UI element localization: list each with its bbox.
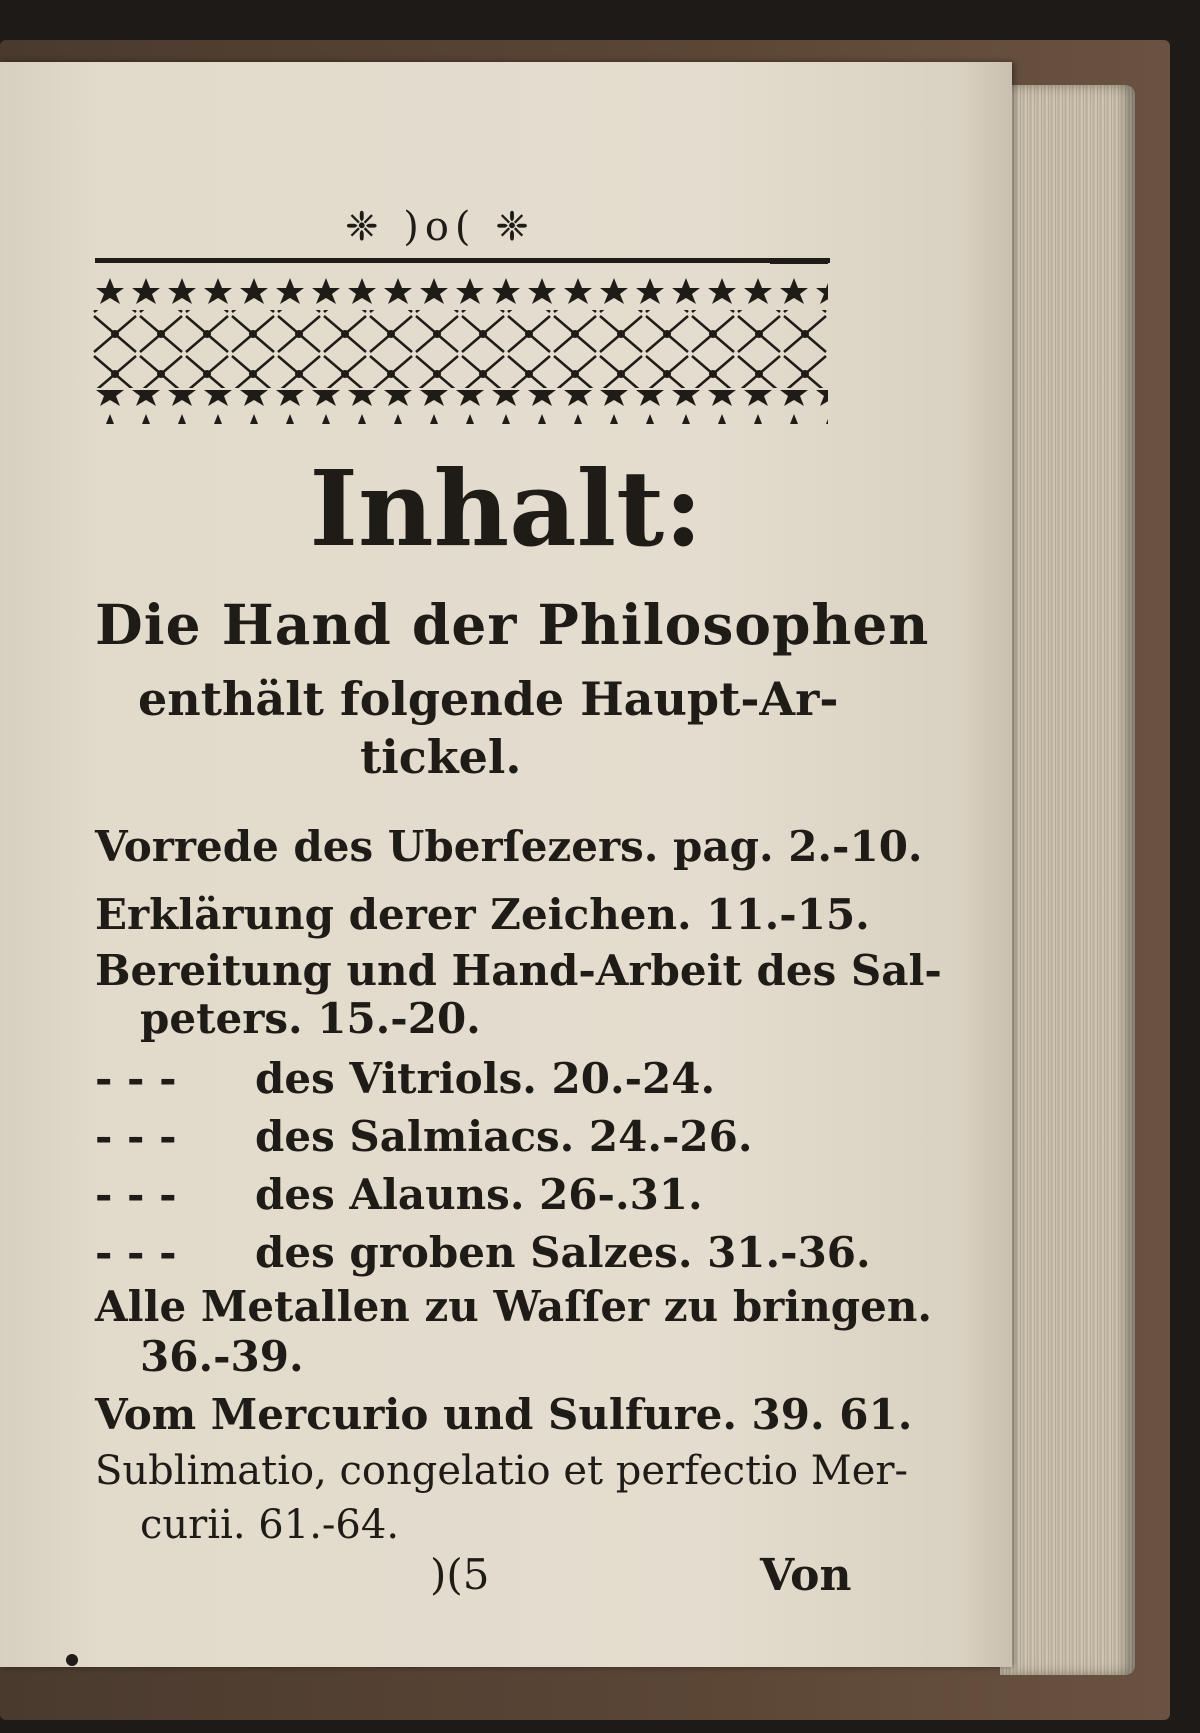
page-header-ornament: ❈ )o( ❈ xyxy=(345,204,535,250)
toc-entry-text: des Alauns. 26-.31. xyxy=(255,1170,703,1219)
toc-entry: Vom Mercurio und Sulfure. 39. 61. xyxy=(95,1390,913,1439)
header-rule-short xyxy=(770,262,828,264)
toc-entry: Alle Metallen zu Waſſer zu bringen. xyxy=(95,1282,933,1331)
toc-entry-text: des Vitriols. 20.-24. xyxy=(255,1054,716,1103)
ditto-dashes: - - - xyxy=(95,1112,177,1161)
page-edges xyxy=(1000,85,1135,1675)
toc-entry: Sublimatio, congelatio et perfectio Mer- xyxy=(95,1448,909,1494)
subtitle-line-2: enthält folgende Haupt-Ar- xyxy=(138,672,839,726)
toc-entry-continuation: 36.-39. xyxy=(140,1332,304,1381)
page-title: Inhalt: xyxy=(309,447,703,570)
ink-spot xyxy=(66,1654,78,1666)
header-rule xyxy=(95,258,830,263)
toc-entry xyxy=(95,1228,871,1277)
book-page xyxy=(0,62,1012,1667)
toc-entry xyxy=(95,1112,753,1161)
ditto-dashes: - - - xyxy=(95,1170,177,1219)
subtitle-line-1: Die Hand der Philosophen xyxy=(95,592,930,657)
toc-entry: Vorrede des Uberſezers. pag. 2.-10. xyxy=(95,822,923,871)
catchword: Von xyxy=(760,1550,852,1601)
signature-mark: )(5 xyxy=(430,1550,490,1599)
toc-entry-continuation: peters. 15.-20. xyxy=(140,994,481,1043)
toc-entry-text: des groben Salzes. 31.-36. xyxy=(255,1228,871,1277)
toc-entry: Bereitung und Hand-Arbeit des Sal- xyxy=(95,946,942,995)
decorative-border-ornament xyxy=(92,274,828,424)
toc-entry: Erklärung derer Zeichen. 11.-15. xyxy=(95,890,870,939)
toc-entry-continuation: curii. 61.-64. xyxy=(140,1502,400,1548)
ditto-dashes: - - - xyxy=(95,1228,177,1277)
toc-entry-text: des Salmiacs. 24.-26. xyxy=(255,1112,753,1161)
toc-entry xyxy=(95,1170,703,1219)
ditto-dashes: - - - xyxy=(95,1054,177,1103)
subtitle-line-3: tickel. xyxy=(360,730,522,784)
toc-entry xyxy=(95,1054,715,1103)
